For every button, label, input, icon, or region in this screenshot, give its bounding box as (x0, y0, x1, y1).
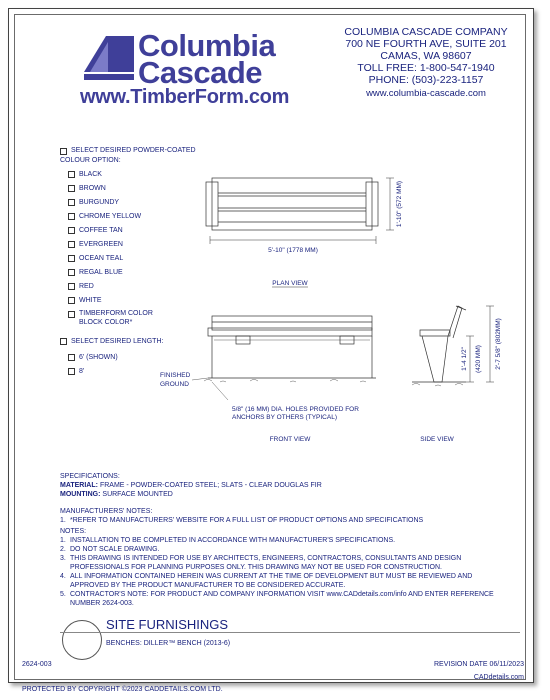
custom-colour-line-2: BLOCK COLOR* (79, 319, 133, 326)
mounting-spec (60, 490, 500, 499)
plan-view (206, 178, 394, 244)
mfr-notes-header: MANUFACTURERS' NOTES: (60, 508, 153, 515)
note-number: 1. (60, 537, 66, 544)
mounting-label: MOUNTING: (60, 491, 101, 498)
sheet-subtitle: BENCHES: DILLER™ BENCH (2013-6) (106, 640, 231, 647)
mfr-note-text: *REFER TO MANUFACTURERS' WEBSITE FOR A FULL LIST OF PRODUCT OPTIONS AND SPECIFICATIONS (70, 517, 424, 524)
mfr-note: 1. *REFER TO MANUFACTURERS' WEBSITE FOR A FULL LIST OF PRODUCT OPTIONS AND SPECIFICATIONS (60, 517, 424, 524)
note-item (60, 572, 500, 590)
note-text: ALL INFORMATION CONTAINED HEREIN WAS CURRENT AT THE TIME OF DEVELOPMENT BUT MUST BE REVIEWED AND APPROVED BY THE PRODUCT MANUFACTURER TO BE CONSIDERED ACCURATE. (70, 573, 473, 589)
title-divider (60, 632, 520, 633)
plan-width-dim: 5'-10" (1778 MM) (268, 247, 318, 254)
length-header: SELECT DESIRED LENGTH: (71, 338, 164, 345)
notes-header: NOTES: (60, 528, 87, 535)
company-toll-free: TOLL FREE: 1-800-547-1940 (357, 62, 495, 74)
total-height-dim: 2'-7 5/8" (802MM) (495, 318, 502, 370)
company-address: 700 NE FOURTH AVE, SUITE 201 (345, 38, 507, 50)
checkbox-icon[interactable] (68, 255, 75, 262)
material-label: MATERIAL: (60, 482, 98, 489)
checkbox-icon[interactable] (60, 148, 67, 155)
note-number: 2. (60, 546, 66, 553)
note-item (60, 554, 500, 572)
title-block-circle (62, 620, 102, 660)
front-view (204, 316, 376, 382)
logo-url: www.TimberForm.com (80, 86, 290, 108)
cad-details-url[interactable]: CADdetails.com (473, 674, 524, 681)
seat-height-mm-dim: (420 MM) (475, 345, 482, 373)
specifications-block (60, 472, 500, 608)
checkbox-icon[interactable] (68, 354, 75, 361)
company-city: CAMAS, WA 98607 (380, 50, 472, 62)
logo-line-2: Cascade (138, 55, 263, 90)
colour-option-label: REGAL BLUE (79, 269, 123, 276)
material-value: FRAME - POWDER-COATED STEEL; SLATS - CLEAR DOUGLAS FIR (99, 482, 322, 489)
colour-option-label: RED (79, 283, 94, 290)
length-option-label: 8' (79, 368, 85, 375)
holes-note-line-2: ANCHORS BY OTHERS (TYPICAL) (232, 414, 337, 421)
finished-ground-line-2: GROUND (160, 381, 189, 388)
notes-list (60, 536, 500, 608)
note-number: 5. (60, 591, 66, 598)
checkbox-icon[interactable] (68, 297, 75, 304)
material-spec (60, 481, 500, 490)
checkbox-icon[interactable] (68, 227, 75, 234)
colour-option-label: COFFEE TAN (79, 227, 123, 234)
colour-option-label: OCEAN TEAL (79, 255, 124, 262)
bench-drawings (150, 160, 530, 445)
finished-ground-line-1: FINISHED (160, 372, 191, 379)
specs-header: SPECIFICATIONS: (60, 473, 120, 480)
checkbox-icon[interactable] (68, 283, 75, 290)
colour-header-line-1: SELECT DESIRED POWDER-COATED (71, 147, 196, 154)
company-phone: PHONE: (503)-223-1157 (368, 74, 484, 86)
company-website[interactable]: www.columbia-cascade.com (366, 88, 486, 99)
note-item (60, 536, 500, 545)
side-view-label: SIDE VIEW (420, 436, 454, 443)
logo-line-1: Columbia (138, 28, 276, 63)
note-text: DO NOT SCALE DRAWING. (70, 546, 160, 553)
note-number: 4. (60, 573, 66, 580)
checkbox-icon[interactable] (68, 185, 75, 192)
holes-note-line-1: 5/8" (16 MM) DIA. HOLES PROVIDED FOR (232, 406, 359, 413)
reference-code: 2624-003 (22, 661, 52, 668)
columbia-cascade-logo-icon (80, 32, 138, 84)
plan-depth-dim: 1'-10" (572 MM) (396, 180, 403, 228)
logo-wordmark (138, 28, 276, 90)
company-name: COLUMBIA CASCADE COMPANY (344, 26, 508, 38)
company-info (326, 26, 526, 100)
note-item (60, 590, 500, 608)
front-view-label: FRONT VIEW (269, 436, 311, 443)
revision-date: REVISION DATE 06/11/2023 (433, 661, 524, 668)
note-number: 3. (60, 555, 66, 562)
checkbox-icon[interactable] (60, 338, 67, 345)
colour-option-label: BURGUNDY (79, 199, 120, 206)
colour-option-label: EVERGREEN (79, 241, 123, 248)
colour-option-label: CHROME YELLOW (79, 213, 142, 220)
colour-option-label: WHITE (79, 297, 102, 304)
checkbox-icon[interactable] (68, 199, 75, 206)
checkbox-icon[interactable] (68, 241, 75, 248)
mounting-value: SURFACE MOUNTED (102, 491, 173, 498)
note-text: CONTRACTOR'S NOTE: FOR PRODUCT AND COMPANY INFORMATION VISIT www.CADdetails.com/info AND ENTER REFERENCE NUMBER 2624-003. (70, 591, 494, 607)
checkbox-icon[interactable] (68, 368, 75, 375)
checkbox-icon[interactable] (68, 269, 75, 276)
note-item (60, 545, 500, 554)
colour-header-line-2: COLOUR OPTION: (60, 157, 121, 164)
note-text: THIS DRAWING IS INTENDED FOR USE BY ARCHITECTS, ENGINEERS, CONTRACTORS, CONSULTANTS AND DESIGN PROFESSIONALS FOR PLANNING PURPOSES ONLY. THIS DRAWING MAY NOT BE USED FOR CONSTRUCTION. (70, 555, 462, 571)
checkbox-icon[interactable] (68, 171, 75, 178)
custom-colour-line-1: TIMBERFORM COLOR (79, 310, 153, 317)
checkbox-icon[interactable] (68, 213, 75, 220)
note-text: INSTALLATION TO BE COMPLETED IN ACCORDANCE WITH MANUFACTURER'S SPECIFICATIONS. (70, 537, 396, 544)
length-option-label: 6' (SHOWN) (79, 354, 118, 361)
plan-view-label: PLAN VIEW (272, 280, 308, 287)
copyright-notice: PROTECTED BY COPYRIGHT ©2023 CADDETAILS.COM LTD. (22, 686, 223, 693)
checkbox-icon[interactable] (68, 311, 75, 318)
seat-height-dim: 1'-4 1/2" (461, 347, 468, 371)
colour-option-label: BROWN (79, 185, 106, 192)
colour-option-label: BLACK (79, 171, 102, 178)
sheet-title: SITE FURNISHINGS (106, 617, 229, 632)
